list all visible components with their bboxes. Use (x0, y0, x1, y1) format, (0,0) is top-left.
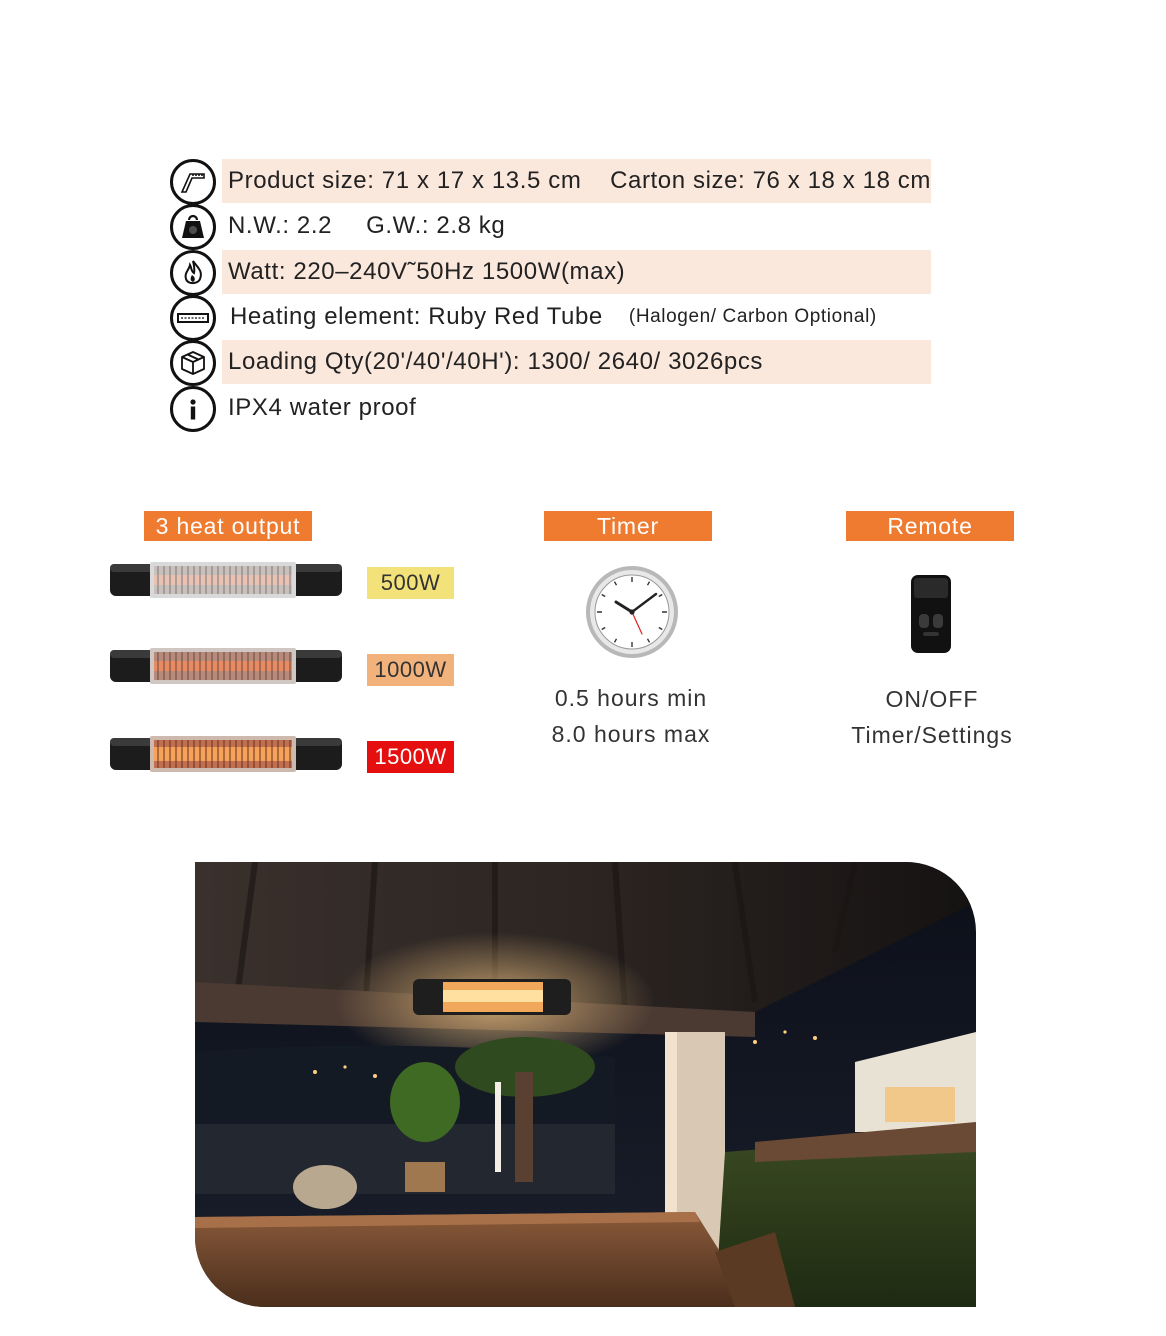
timer-max: 8.0 hours max (551, 721, 711, 747)
flame-icon (170, 250, 216, 296)
remote-icon (910, 574, 952, 654)
weight-icon (170, 204, 216, 250)
gross-weight: G.W.: 2.8 kg (366, 212, 506, 239)
remote-caption (832, 681, 1032, 753)
remote-settings: Timer/Settings (851, 722, 1013, 748)
spec-row-power (222, 250, 931, 294)
timer-caption (531, 680, 731, 752)
heat-output-tag: 3 heat output (144, 511, 312, 541)
remote-onoff: ON/OFF (885, 686, 979, 712)
ruler-icon (170, 159, 216, 205)
info-icon (170, 386, 216, 432)
heater-image-high (110, 732, 342, 776)
heater-image-medium (110, 644, 342, 688)
spec-row-weight (222, 204, 505, 248)
carton-size: Carton size: 76 x 18 x 18 cm (610, 167, 931, 194)
watt-badge-1500: 1500W (367, 741, 454, 773)
spec-row-loading (222, 340, 931, 384)
timer-tag: Timer (544, 511, 712, 541)
product-size: Product size: 71 x 17 x 13.5 cm (228, 167, 582, 194)
clock-icon (584, 564, 680, 660)
heating-element-note: (Halogen/ Carbon Optional) (628, 306, 877, 327)
remote-tag: Remote (846, 511, 1014, 541)
spec-row-element (222, 295, 877, 339)
watt-badge-500: 500W (367, 567, 454, 599)
spec-row-waterproof (222, 386, 416, 430)
net-weight: N.W.: 2.2 (228, 212, 333, 239)
patio-photo (195, 862, 976, 1307)
box-icon (170, 340, 216, 386)
tube-icon (170, 295, 216, 341)
heater-image-low (110, 558, 342, 602)
power-rating: Watt: 220–240V˜50Hz 1500W(max) (228, 258, 626, 285)
waterproof-rating: IPX4 water proof (228, 394, 417, 421)
spec-row-size (222, 159, 931, 203)
watt-badge-1000: 1000W (367, 654, 454, 686)
heating-element: Heating element: Ruby Red Tube (230, 303, 603, 330)
loading-quantity: Loading Qty(20'/40'/40H'): 1300/ 2640/ 3026pcs (228, 348, 764, 375)
timer-min: 0.5 hours min (554, 685, 708, 711)
